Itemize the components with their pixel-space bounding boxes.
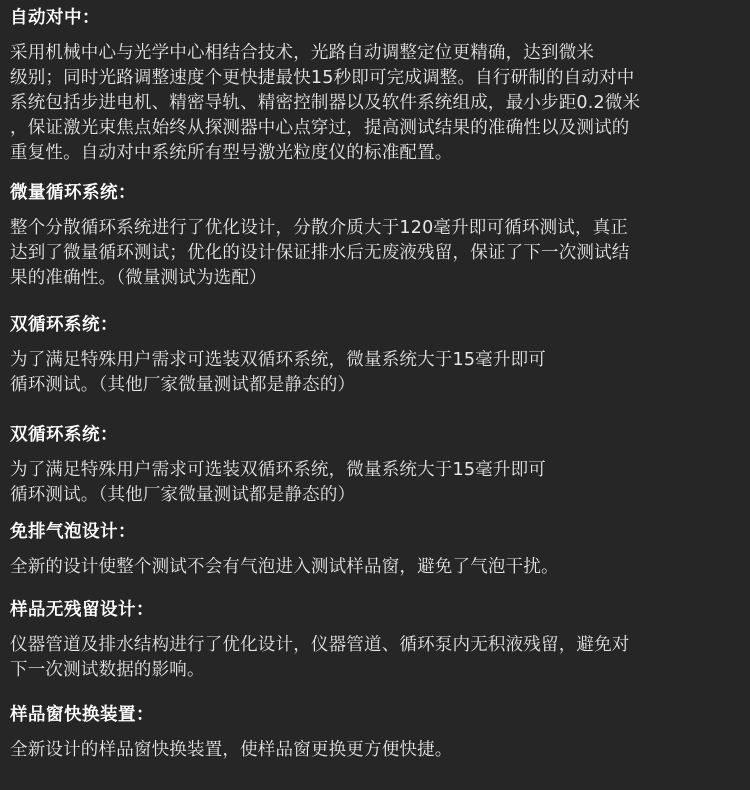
paragraph-line: 重复性。自动对中系统所有型号激光粒度仪的标准配置。 [10,143,453,163]
paragraph-line: 全新的设计使整个测试不会有气泡进入测试样品窗，避免了气泡干扰。 [10,557,559,577]
section-dual-circulation [10,312,546,398]
paragraph-line: 采用机械中心与光学中心相结合技术，光路自动调整定位更精确，达到微米 [10,43,595,63]
paragraph-line: 系统包括步进电机、精密导轨、精密控制器以及软件系统组成，最小步距0.2微米 [10,93,641,113]
section-heading: 免排气泡设计： [10,522,136,542]
paragraph-line: 整个分散循环系统进行了优化设计，分散介质大于120毫升即可循环测试，真正 [10,218,629,238]
section-heading: 双循环系统： [10,315,118,335]
section-micro-circulation [10,180,630,291]
section-no-residue-design [10,597,630,683]
paragraph-line: 循环测试。（其他厂家微量测试都是静态的） [10,485,356,505]
paragraph-line: ，保证激光束焦点始终从探测器中心点穿过，提高测试结果的准确性以及测试的 [10,118,630,138]
paragraph-line: 仪器管道及排水结构进行了优化设计，仪器管道、循环泵内无积液残留，避免对 [10,635,630,655]
section-heading: 样品窗快换装置： [10,705,154,725]
section-heading: 双循环系统： [10,425,118,445]
paragraph-line: 为了满足特殊用户需求可选装双循环系统，微量系统大于15毫升即可 [10,460,546,480]
section-dual-circulation-repeat [10,422,546,508]
section-bubble-free-design [10,519,559,580]
section-auto-centering [10,5,640,166]
paragraph-line: 果的准确性。（微量测试为选配） [10,268,267,288]
paragraph-line: 下一次测试数据的影响。 [10,660,205,680]
section-heading: 微量循环系统： [10,183,136,203]
section-heading: 自动对中： [10,8,100,28]
paragraph-line: 全新设计的样品窗快换装置，使样品窗更换更方便快捷。 [10,740,453,760]
paragraph-line: 级别；同时光路调整速度个更快捷最快15秒即可完成调整。自行研制的自动对中 [10,68,635,88]
paragraph-line: 循环测试。（其他厂家微量测试都是静态的） [10,375,356,395]
paragraph-line: 为了满足特殊用户需求可选装双循环系统，微量系统大于15毫升即可 [10,350,546,370]
section-heading: 样品无残留设计： [10,600,154,620]
section-quick-change-window [10,702,453,763]
paragraph-line: 达到了微量循环测试；优化的设计保证排水后无废液残留，保证了下一次测试结 [10,243,630,263]
